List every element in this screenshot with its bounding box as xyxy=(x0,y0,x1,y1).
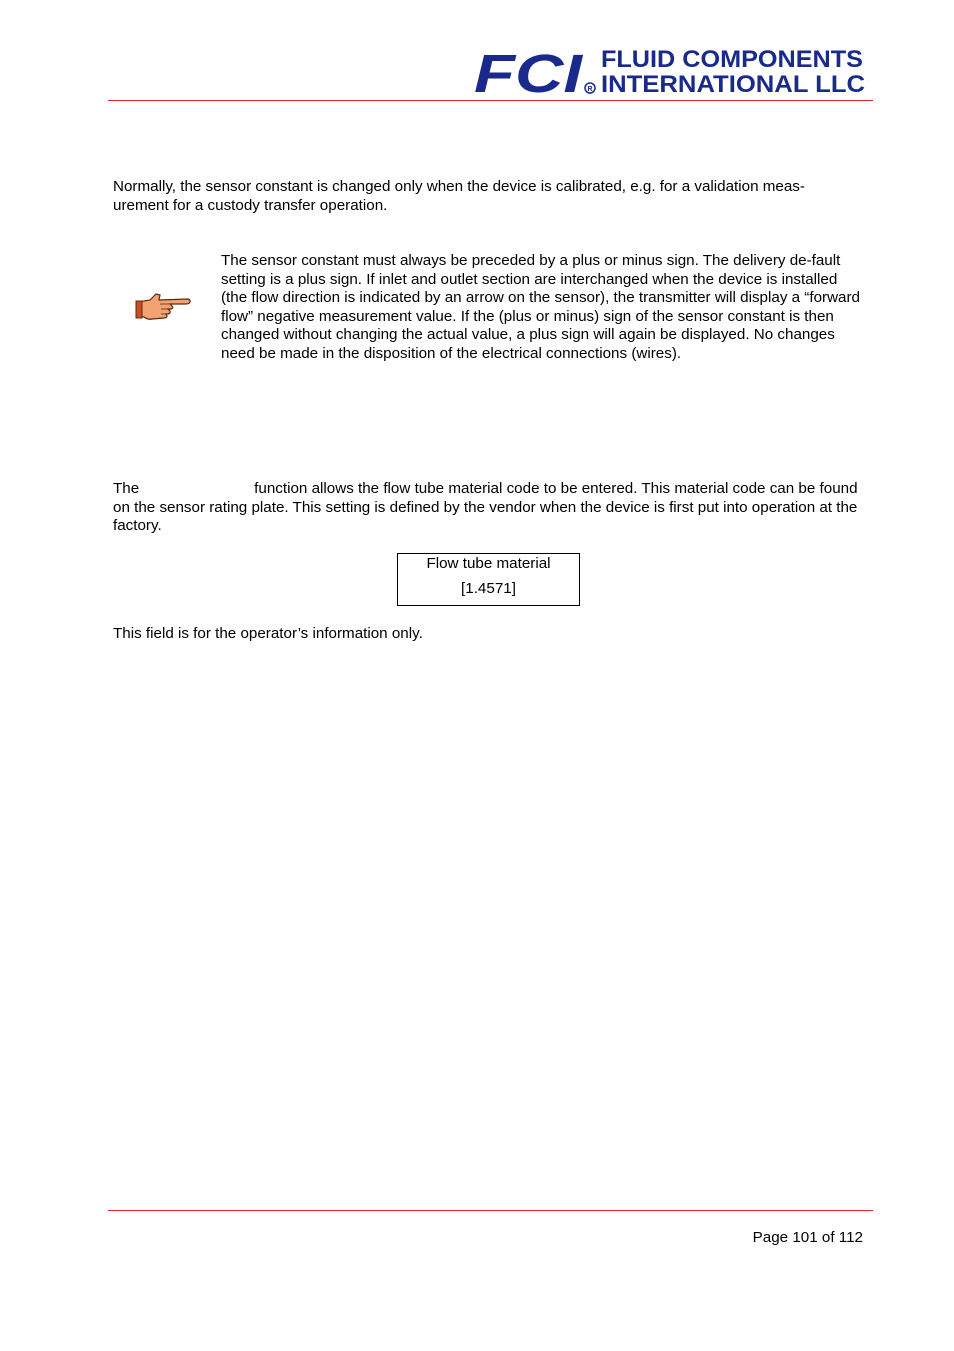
footer-rule xyxy=(108,1210,873,1211)
company-name-line2: INTERNATIONAL LLC xyxy=(601,71,865,96)
registered-glyph: R xyxy=(587,86,593,93)
page-number: Page 101 of 112 xyxy=(752,1229,863,1246)
paragraph-flow-tube-material xyxy=(113,480,858,536)
paragraph2-start: The xyxy=(113,480,140,497)
company-logo xyxy=(472,44,867,96)
pointing-hand-icon xyxy=(134,290,192,324)
paragraph-sensor-constant: Normally, the sensor constant is changed only when the device is calibrated, e.g. for a validation meas-urement for a custody transfer operation. xyxy=(113,178,805,214)
paragraph2-rest: function allows the flow tube material code to be entered. This material code can be found on the sensor rating plate. This setting is defined by the vendor when the device is first put into operation at the factory. xyxy=(113,480,858,535)
company-name-line1: FLUID COMPONENTS xyxy=(601,46,863,73)
note-sign-text: The sensor constant must always be preceded by a plus or minus sign. The delivery de-fault setting is a plus sign. If inlet and outlet section are interchanged when the device is installed (the flow direction is indicated by an arrow on the sensor), the transmitter will display a “forward flow” negative measurement value. If the (plus or minus) sign of the sensor constant is then changed without changing the actual value, a plus sign will again be displayed. No changes need be made in the disposition of the electrical connections (wires). xyxy=(221,252,860,362)
display-line2: [1.4571] xyxy=(461,580,516,597)
display-box xyxy=(397,553,580,606)
logo-mark: FCI xyxy=(474,44,584,96)
header-rule xyxy=(108,100,873,101)
display-line1: Flow tube material xyxy=(426,555,551,572)
paragraph-operator-info: This field is for the operator’s information only. xyxy=(113,625,423,642)
